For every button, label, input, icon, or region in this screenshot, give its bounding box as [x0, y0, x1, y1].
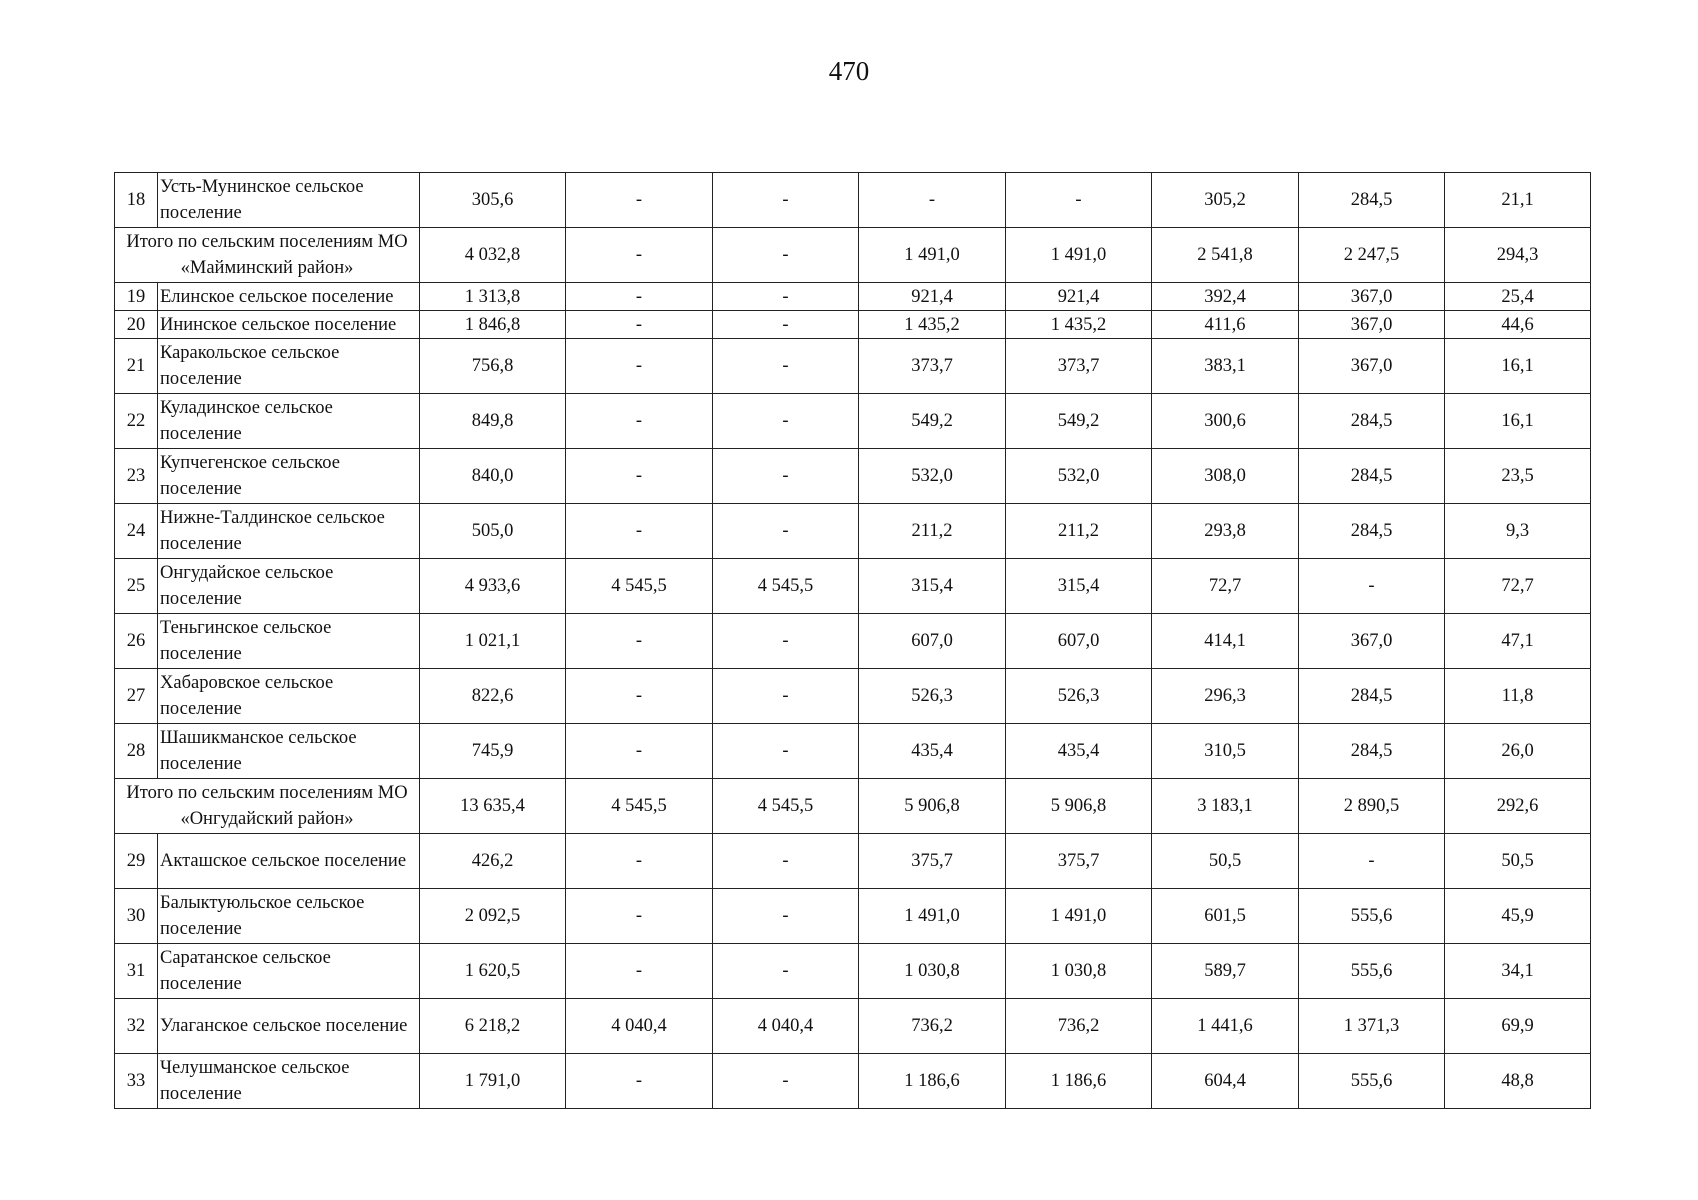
- value-cell: 589,7: [1152, 944, 1299, 999]
- value-cell: 736,2: [859, 999, 1006, 1054]
- table-row: [115, 999, 1591, 1054]
- value-cell: -: [713, 173, 859, 228]
- value-cell: 69,9: [1445, 999, 1591, 1054]
- value-cell: -: [713, 339, 859, 394]
- total-label-cell: Итого по сельским поселениям МО «Онгудайский район»: [115, 779, 420, 834]
- table-body: [115, 173, 1591, 1109]
- value-cell: 16,1: [1445, 339, 1591, 394]
- value-cell: -: [566, 504, 713, 559]
- value-cell: 3 183,1: [1152, 779, 1299, 834]
- value-cell: -: [566, 834, 713, 889]
- value-cell: 296,3: [1152, 669, 1299, 724]
- value-cell: 284,5: [1299, 669, 1445, 724]
- value-cell: 4 032,8: [420, 228, 566, 283]
- settlement-name-cell: Елинское сельское поселение: [158, 283, 420, 311]
- value-cell: 745,9: [420, 724, 566, 779]
- value-cell: 4 545,5: [566, 559, 713, 614]
- value-cell: 300,6: [1152, 394, 1299, 449]
- value-cell: 411,6: [1152, 311, 1299, 339]
- value-cell: -: [713, 614, 859, 669]
- value-cell: -: [713, 283, 859, 311]
- row-number-cell: 33: [115, 1054, 158, 1109]
- value-cell: -: [566, 311, 713, 339]
- value-cell: 1 620,5: [420, 944, 566, 999]
- value-cell: 435,4: [1006, 724, 1152, 779]
- value-cell: -: [1006, 173, 1152, 228]
- value-cell: 72,7: [1152, 559, 1299, 614]
- value-cell: 44,6: [1445, 311, 1591, 339]
- settlement-name-cell: Улаганское сельское поселение: [158, 999, 420, 1054]
- value-cell: 2 890,5: [1299, 779, 1445, 834]
- row-number-cell: 31: [115, 944, 158, 999]
- value-cell: 840,0: [420, 449, 566, 504]
- row-number-cell: 20: [115, 311, 158, 339]
- settlement-name-cell: Саратанское сельское поселение: [158, 944, 420, 999]
- value-cell: -: [566, 944, 713, 999]
- value-cell: 1 491,0: [859, 228, 1006, 283]
- row-number-cell: 30: [115, 889, 158, 944]
- table-row: [115, 283, 1591, 311]
- value-cell: 367,0: [1299, 311, 1445, 339]
- row-number-cell: 32: [115, 999, 158, 1054]
- value-cell: -: [566, 228, 713, 283]
- settlement-name-cell: Ининское сельское поселение: [158, 311, 420, 339]
- settlement-name-cell: Куладинское сельское поселение: [158, 394, 420, 449]
- settlement-name-cell: Акташское сельское поселение: [158, 834, 420, 889]
- value-cell: 4 933,6: [420, 559, 566, 614]
- value-cell: 16,1: [1445, 394, 1591, 449]
- value-cell: -: [713, 724, 859, 779]
- value-cell: 284,5: [1299, 394, 1445, 449]
- value-cell: -: [713, 1054, 859, 1109]
- value-cell: 1 030,8: [859, 944, 1006, 999]
- value-cell: 2 092,5: [420, 889, 566, 944]
- value-cell: 375,7: [859, 834, 1006, 889]
- value-cell: -: [566, 889, 713, 944]
- value-cell: 284,5: [1299, 724, 1445, 779]
- value-cell: 392,4: [1152, 283, 1299, 311]
- value-cell: 1 791,0: [420, 1054, 566, 1109]
- settlement-name-cell: Онгудайское сельское поселение: [158, 559, 420, 614]
- value-cell: -: [566, 724, 713, 779]
- value-cell: 736,2: [1006, 999, 1152, 1054]
- value-cell: -: [1299, 834, 1445, 889]
- value-cell: 4 545,5: [713, 559, 859, 614]
- value-cell: 1 491,0: [1006, 228, 1152, 283]
- value-cell: -: [713, 504, 859, 559]
- table-row: [115, 559, 1591, 614]
- row-number-cell: 27: [115, 669, 158, 724]
- table-row: [115, 173, 1591, 228]
- value-cell: 383,1: [1152, 339, 1299, 394]
- value-cell: 1 435,2: [1006, 311, 1152, 339]
- value-cell: 305,6: [420, 173, 566, 228]
- value-cell: -: [713, 394, 859, 449]
- value-cell: 5 906,8: [1006, 779, 1152, 834]
- value-cell: 50,5: [1152, 834, 1299, 889]
- value-cell: 367,0: [1299, 614, 1445, 669]
- value-cell: 373,7: [859, 339, 1006, 394]
- value-cell: 1 371,3: [1299, 999, 1445, 1054]
- value-cell: 4 040,4: [566, 999, 713, 1054]
- value-cell: 72,7: [1445, 559, 1591, 614]
- settlement-name-cell: Хабаровское сельское поселение: [158, 669, 420, 724]
- value-cell: 555,6: [1299, 889, 1445, 944]
- row-number-cell: 26: [115, 614, 158, 669]
- value-cell: 373,7: [1006, 339, 1152, 394]
- value-cell: 293,8: [1152, 504, 1299, 559]
- value-cell: -: [713, 669, 859, 724]
- row-number-cell: 18: [115, 173, 158, 228]
- table-row-total: [115, 228, 1591, 283]
- value-cell: 822,6: [420, 669, 566, 724]
- value-cell: 607,0: [859, 614, 1006, 669]
- table-row: [115, 394, 1591, 449]
- table-row: [115, 669, 1591, 724]
- value-cell: 11,8: [1445, 669, 1591, 724]
- table-row: [115, 504, 1591, 559]
- value-cell: 549,2: [1006, 394, 1152, 449]
- page-number: 470: [828, 56, 870, 86]
- table-row: [115, 1054, 1591, 1109]
- value-cell: -: [713, 449, 859, 504]
- value-cell: -: [713, 944, 859, 999]
- value-cell: 601,5: [1152, 889, 1299, 944]
- value-cell: 526,3: [1006, 669, 1152, 724]
- value-cell: 5 906,8: [859, 779, 1006, 834]
- settlement-name-cell: Челушманское сельское поселение: [158, 1054, 420, 1109]
- value-cell: 310,5: [1152, 724, 1299, 779]
- value-cell: 13 635,4: [420, 779, 566, 834]
- value-cell: 294,3: [1445, 228, 1591, 283]
- value-cell: -: [713, 889, 859, 944]
- value-cell: 756,8: [420, 339, 566, 394]
- settlement-name-cell: Нижне-Талдинское сельское поселение: [158, 504, 420, 559]
- value-cell: -: [566, 1054, 713, 1109]
- value-cell: 315,4: [859, 559, 1006, 614]
- settlement-name-cell: Усть-Мунинское сельское поселение: [158, 173, 420, 228]
- value-cell: 505,0: [420, 504, 566, 559]
- value-cell: 48,8: [1445, 1054, 1591, 1109]
- value-cell: 45,9: [1445, 889, 1591, 944]
- value-cell: -: [566, 173, 713, 228]
- table-row: [115, 889, 1591, 944]
- settlement-name-cell: Каракольское сельское поселение: [158, 339, 420, 394]
- value-cell: 1 021,1: [420, 614, 566, 669]
- settlement-name-cell: Теньгинское сельское поселение: [158, 614, 420, 669]
- row-number-cell: 25: [115, 559, 158, 614]
- value-cell: 1 186,6: [859, 1054, 1006, 1109]
- value-cell: 4 545,5: [713, 779, 859, 834]
- value-cell: 1 491,0: [1006, 889, 1152, 944]
- value-cell: 1 313,8: [420, 283, 566, 311]
- value-cell: -: [566, 339, 713, 394]
- value-cell: -: [566, 283, 713, 311]
- value-cell: 849,8: [420, 394, 566, 449]
- row-number-cell: 24: [115, 504, 158, 559]
- value-cell: 921,4: [859, 283, 1006, 311]
- value-cell: 426,2: [420, 834, 566, 889]
- value-cell: 604,4: [1152, 1054, 1299, 1109]
- value-cell: 23,5: [1445, 449, 1591, 504]
- value-cell: -: [713, 228, 859, 283]
- value-cell: 308,0: [1152, 449, 1299, 504]
- table-row: [115, 449, 1591, 504]
- value-cell: 1 491,0: [859, 889, 1006, 944]
- value-cell: 532,0: [859, 449, 1006, 504]
- value-cell: -: [566, 449, 713, 504]
- budget-table: [114, 172, 1591, 1109]
- value-cell: 1 435,2: [859, 311, 1006, 339]
- value-cell: 549,2: [859, 394, 1006, 449]
- table-row: [115, 614, 1591, 669]
- table-row: [115, 834, 1591, 889]
- value-cell: 292,6: [1445, 779, 1591, 834]
- value-cell: 607,0: [1006, 614, 1152, 669]
- table-row: [115, 944, 1591, 999]
- value-cell: 6 218,2: [420, 999, 566, 1054]
- value-cell: 414,1: [1152, 614, 1299, 669]
- row-number-cell: 22: [115, 394, 158, 449]
- value-cell: 284,5: [1299, 449, 1445, 504]
- value-cell: 4 545,5: [566, 779, 713, 834]
- value-cell: 555,6: [1299, 944, 1445, 999]
- row-number-cell: 23: [115, 449, 158, 504]
- value-cell: -: [713, 311, 859, 339]
- value-cell: 25,4: [1445, 283, 1591, 311]
- settlement-name-cell: Купчегенское сельское поселение: [158, 449, 420, 504]
- value-cell: 532,0: [1006, 449, 1152, 504]
- value-cell: 2 541,8: [1152, 228, 1299, 283]
- row-number-cell: 29: [115, 834, 158, 889]
- value-cell: -: [566, 669, 713, 724]
- value-cell: 21,1: [1445, 173, 1591, 228]
- value-cell: 1 846,8: [420, 311, 566, 339]
- value-cell: -: [859, 173, 1006, 228]
- value-cell: 315,4: [1006, 559, 1152, 614]
- value-cell: 435,4: [859, 724, 1006, 779]
- row-number-cell: 19: [115, 283, 158, 311]
- value-cell: 921,4: [1006, 283, 1152, 311]
- value-cell: -: [713, 834, 859, 889]
- value-cell: -: [566, 394, 713, 449]
- table-row: [115, 724, 1591, 779]
- value-cell: 284,5: [1299, 504, 1445, 559]
- value-cell: 526,3: [859, 669, 1006, 724]
- value-cell: 555,6: [1299, 1054, 1445, 1109]
- value-cell: 2 247,5: [1299, 228, 1445, 283]
- table-row-total: [115, 779, 1591, 834]
- value-cell: 4 040,4: [713, 999, 859, 1054]
- total-label-cell: Итого по сельским поселениям МО «Майминский район»: [115, 228, 420, 283]
- value-cell: 211,2: [1006, 504, 1152, 559]
- value-cell: 50,5: [1445, 834, 1591, 889]
- value-cell: -: [1299, 559, 1445, 614]
- table-row: [115, 339, 1591, 394]
- value-cell: 367,0: [1299, 283, 1445, 311]
- value-cell: 1 030,8: [1006, 944, 1152, 999]
- value-cell: 34,1: [1445, 944, 1591, 999]
- value-cell: 47,1: [1445, 614, 1591, 669]
- value-cell: 1 186,6: [1006, 1054, 1152, 1109]
- settlement-name-cell: Шашикманское сельское поселение: [158, 724, 420, 779]
- row-number-cell: 28: [115, 724, 158, 779]
- value-cell: 284,5: [1299, 173, 1445, 228]
- value-cell: 375,7: [1006, 834, 1152, 889]
- value-cell: 9,3: [1445, 504, 1591, 559]
- value-cell: 1 441,6: [1152, 999, 1299, 1054]
- value-cell: 367,0: [1299, 339, 1445, 394]
- table-row: [115, 311, 1591, 339]
- value-cell: 211,2: [859, 504, 1006, 559]
- value-cell: 26,0: [1445, 724, 1591, 779]
- row-number-cell: 21: [115, 339, 158, 394]
- value-cell: 305,2: [1152, 173, 1299, 228]
- settlement-name-cell: Балыктуюльское сельское поселение: [158, 889, 420, 944]
- value-cell: -: [566, 614, 713, 669]
